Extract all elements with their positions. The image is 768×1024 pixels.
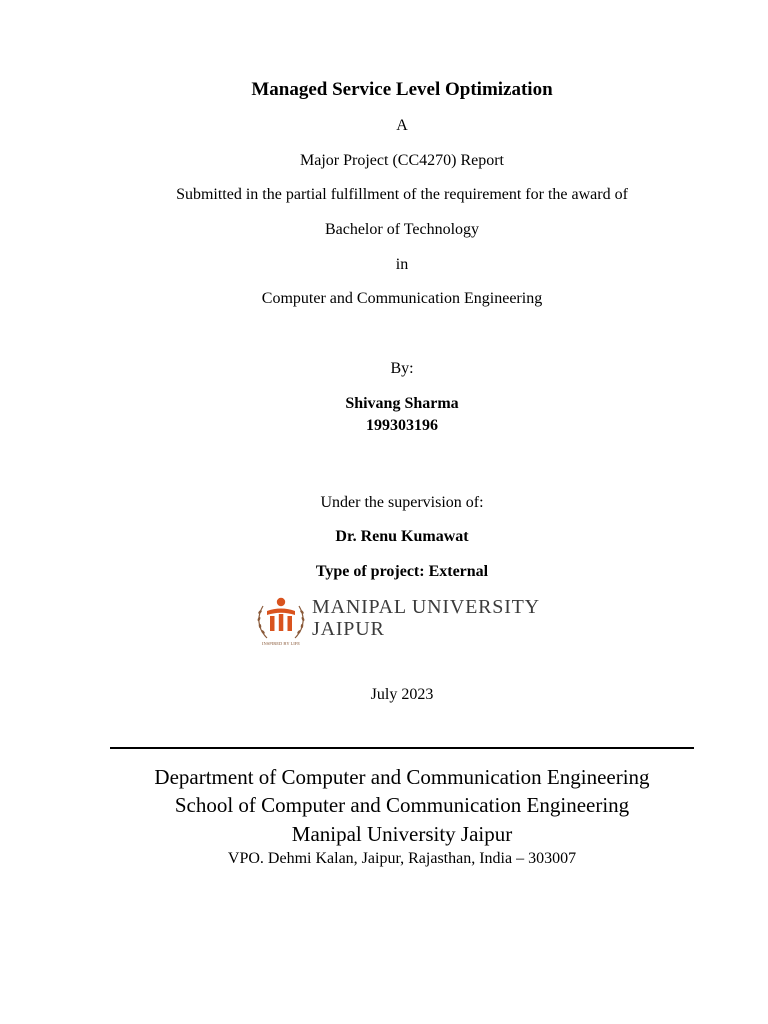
submission-statement: Submitted in the partial fulfillment of the requirement for the award of [176,186,628,203]
project-label: Major Project (CC4270) Report [300,152,504,169]
logo-city-name: JAIPUR [312,618,385,640]
by-label: By: [390,360,414,377]
in-label: in [395,256,409,273]
svg-text:INSPIRED BY LIFE: INSPIRED BY LIFE [261,641,301,646]
footer-university: Manipal University Jaipur [291,822,513,846]
footer-address: VPO. Dehmi Kalan, Jaipur, Rajasthan, India – 303007 [227,850,577,867]
footer-department: Department of Computer and Communication Engineering [154,765,650,789]
supervisor-name: Dr. Renu Kumawat [335,528,469,545]
report-title: Managed Service Level Optimization [251,79,553,100]
university-logo [253,592,553,648]
university-emblem-icon [253,592,309,648]
footer-school: School of Computer and Communication Engineering [174,793,630,817]
report-date: July 2023 [370,686,434,703]
branch-name: Computer and Communication Engineering [261,290,543,307]
student-id: 199303196 [366,417,438,434]
logo-university-name: MANIPAL UNIVERSITY [312,596,540,618]
student-name: Shivang Sharma [345,395,459,412]
project-type: Type of project: External [315,563,489,580]
logo-wordmark [312,596,540,640]
article-a: A [396,117,408,134]
divider-rule [110,747,694,749]
degree-name: Bachelor of Technology [324,221,480,238]
supervision-label: Under the supervision of: [320,494,484,511]
